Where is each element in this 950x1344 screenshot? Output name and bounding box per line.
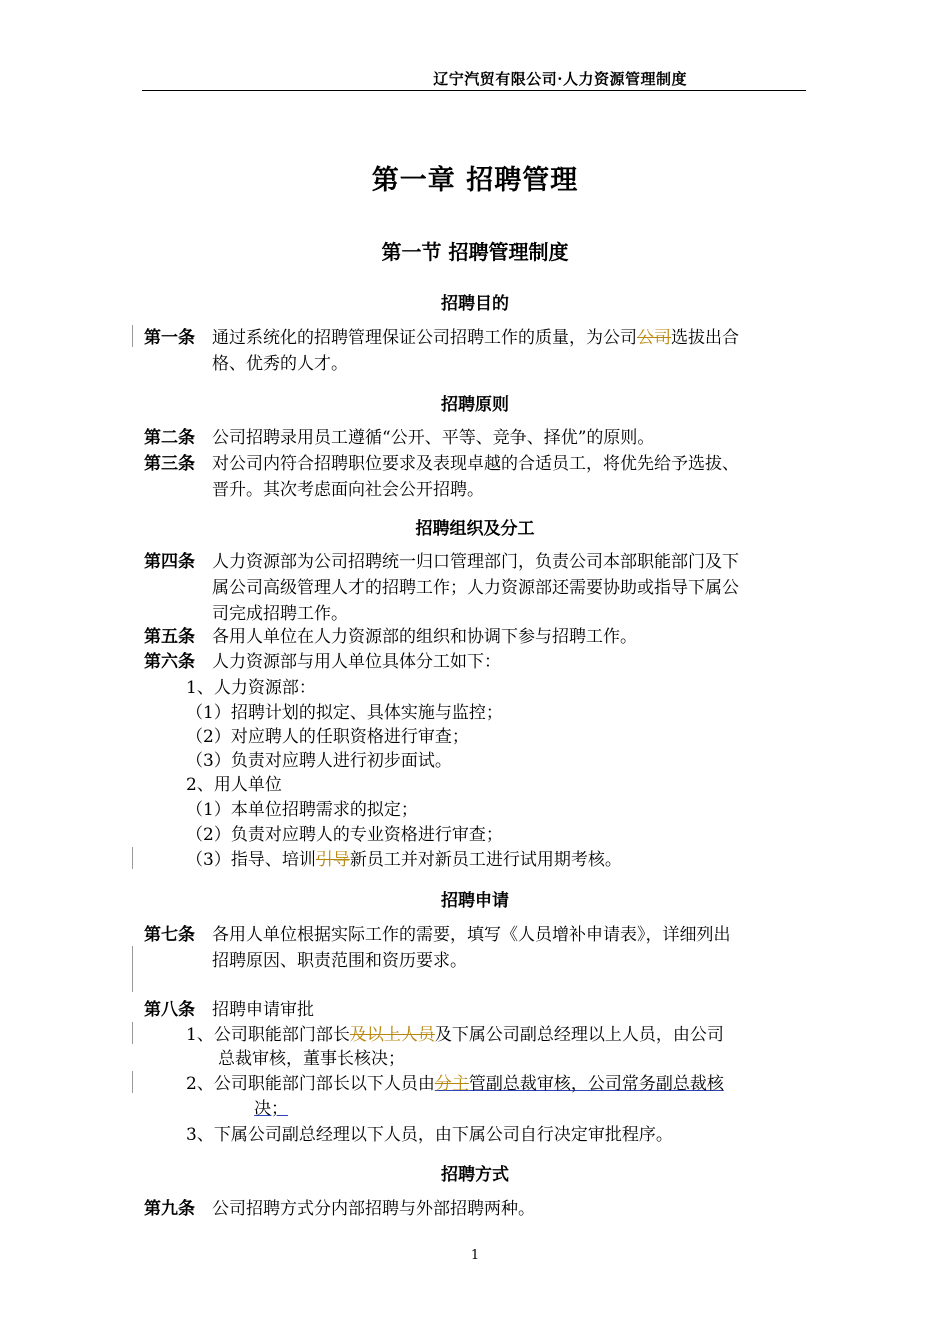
list-item: 2、公司职能部门部长以下人员由分主管副总裁审核，公司常务副总裁核: [186, 1074, 724, 1094]
deleted-text: 及以上人员: [349, 1025, 435, 1045]
heading-method: 招聘方式: [441, 1165, 509, 1185]
article-text: 各用人单位根据实际工作的需要，填写《人员增补申请表》，详细列出: [212, 925, 731, 945]
article-label: 第一条: [144, 328, 195, 348]
heading-application: 招聘申请: [441, 891, 509, 911]
article-label: 第九条: [144, 1199, 195, 1219]
article-label: 第五条: [144, 627, 195, 647]
deleted-text: 引导: [315, 850, 350, 870]
article-label: 第六条: [144, 652, 195, 672]
article-text: 晋升。其次考虑面向社会公开招聘。: [212, 480, 484, 500]
list-item: 3、下属公司副总经理以下人员，由下属公司自行决定审批程序。: [186, 1125, 673, 1145]
list-subheading: 1、人力资源部：: [186, 678, 316, 698]
deleted-text: 公司: [637, 328, 671, 348]
article-label: 第七条: [144, 925, 195, 945]
article-text: 对公司内符合招聘职位要求及表现卓越的合适员工，将优先给予选拔、: [212, 454, 739, 474]
article-text: 属公司高级管理人才的招聘工作；人力资源部还需要协助或指导下属公: [212, 578, 739, 598]
article-label: 第二条: [144, 428, 195, 448]
article-text: 人力资源部为公司招聘统一归口管理部门，负责公司本部职能部门及下: [212, 552, 739, 572]
article-text: 通过系统化的招聘管理保证公司招聘工作的质量，为公司公司选拔出合: [212, 328, 739, 348]
list-item: （2）负责对应聘人的专业资格进行审查；: [186, 825, 503, 845]
article-text: 公司招聘录用员工遵循“公开、平等、竞争、择优”的原则。: [212, 428, 655, 448]
revision-bar: [132, 325, 133, 347]
list-subheading: 2、用人单位: [186, 775, 282, 795]
article-label: 第三条: [144, 454, 195, 474]
list-item: （3）负责对应聘人进行初步面试。: [186, 751, 452, 771]
list-item: 1、公司职能部门部长及以上人员及下属公司副总经理以上人员，由公司: [186, 1025, 724, 1045]
article-text: 招聘申请审批: [212, 1000, 314, 1020]
section-title: 第一节 招聘管理制度: [381, 240, 569, 264]
list-item: （3）指导、培训引导新员工并对新员工进行试用期考核。: [186, 850, 622, 870]
list-item: （1）本单位招聘需求的拟定；: [186, 800, 418, 820]
article-text: 人力资源部与用人单位具体分工如下：: [212, 652, 501, 672]
article-text: 司完成招聘工作。: [212, 604, 348, 624]
article-label: 第四条: [144, 552, 195, 572]
list-item: （2）对应聘人的任职资格进行审查；: [186, 727, 469, 747]
revision-bar: [132, 847, 133, 869]
header-title: 辽宁汽贸有限公司·人力资源管理制度: [433, 70, 687, 88]
chapter-title: 第一章 招聘管理: [371, 165, 579, 196]
deleted-text: 分主: [434, 1074, 469, 1094]
heading-principle: 招聘原则: [441, 395, 509, 415]
article-text: 各用人单位在人力资源部的组织和协调下参与招聘工作。: [212, 627, 637, 647]
page-number: 1: [470, 1248, 480, 1263]
header-rule: [142, 90, 806, 91]
article-text: 公司招聘方式分内部招聘与外部招聘两种。: [212, 1199, 535, 1219]
revision-bar: [132, 1022, 133, 1044]
article-text: 格、优秀的人才。: [212, 354, 348, 374]
list-item-continued: 决；: [254, 1099, 288, 1119]
list-item: （1）招聘计划的拟定、具体实施与监控；: [186, 703, 503, 723]
heading-organization: 招聘组织及分工: [415, 519, 535, 539]
article-label: 第八条: [144, 1000, 195, 1020]
article-text: 招聘原因、职责范围和资历要求。: [212, 951, 467, 971]
heading-purpose: 招聘目的: [441, 294, 509, 314]
revision-bar: [132, 1071, 133, 1093]
revision-bar: [132, 946, 133, 992]
list-item-continued: 总裁审核，董事长核决；: [218, 1049, 405, 1069]
